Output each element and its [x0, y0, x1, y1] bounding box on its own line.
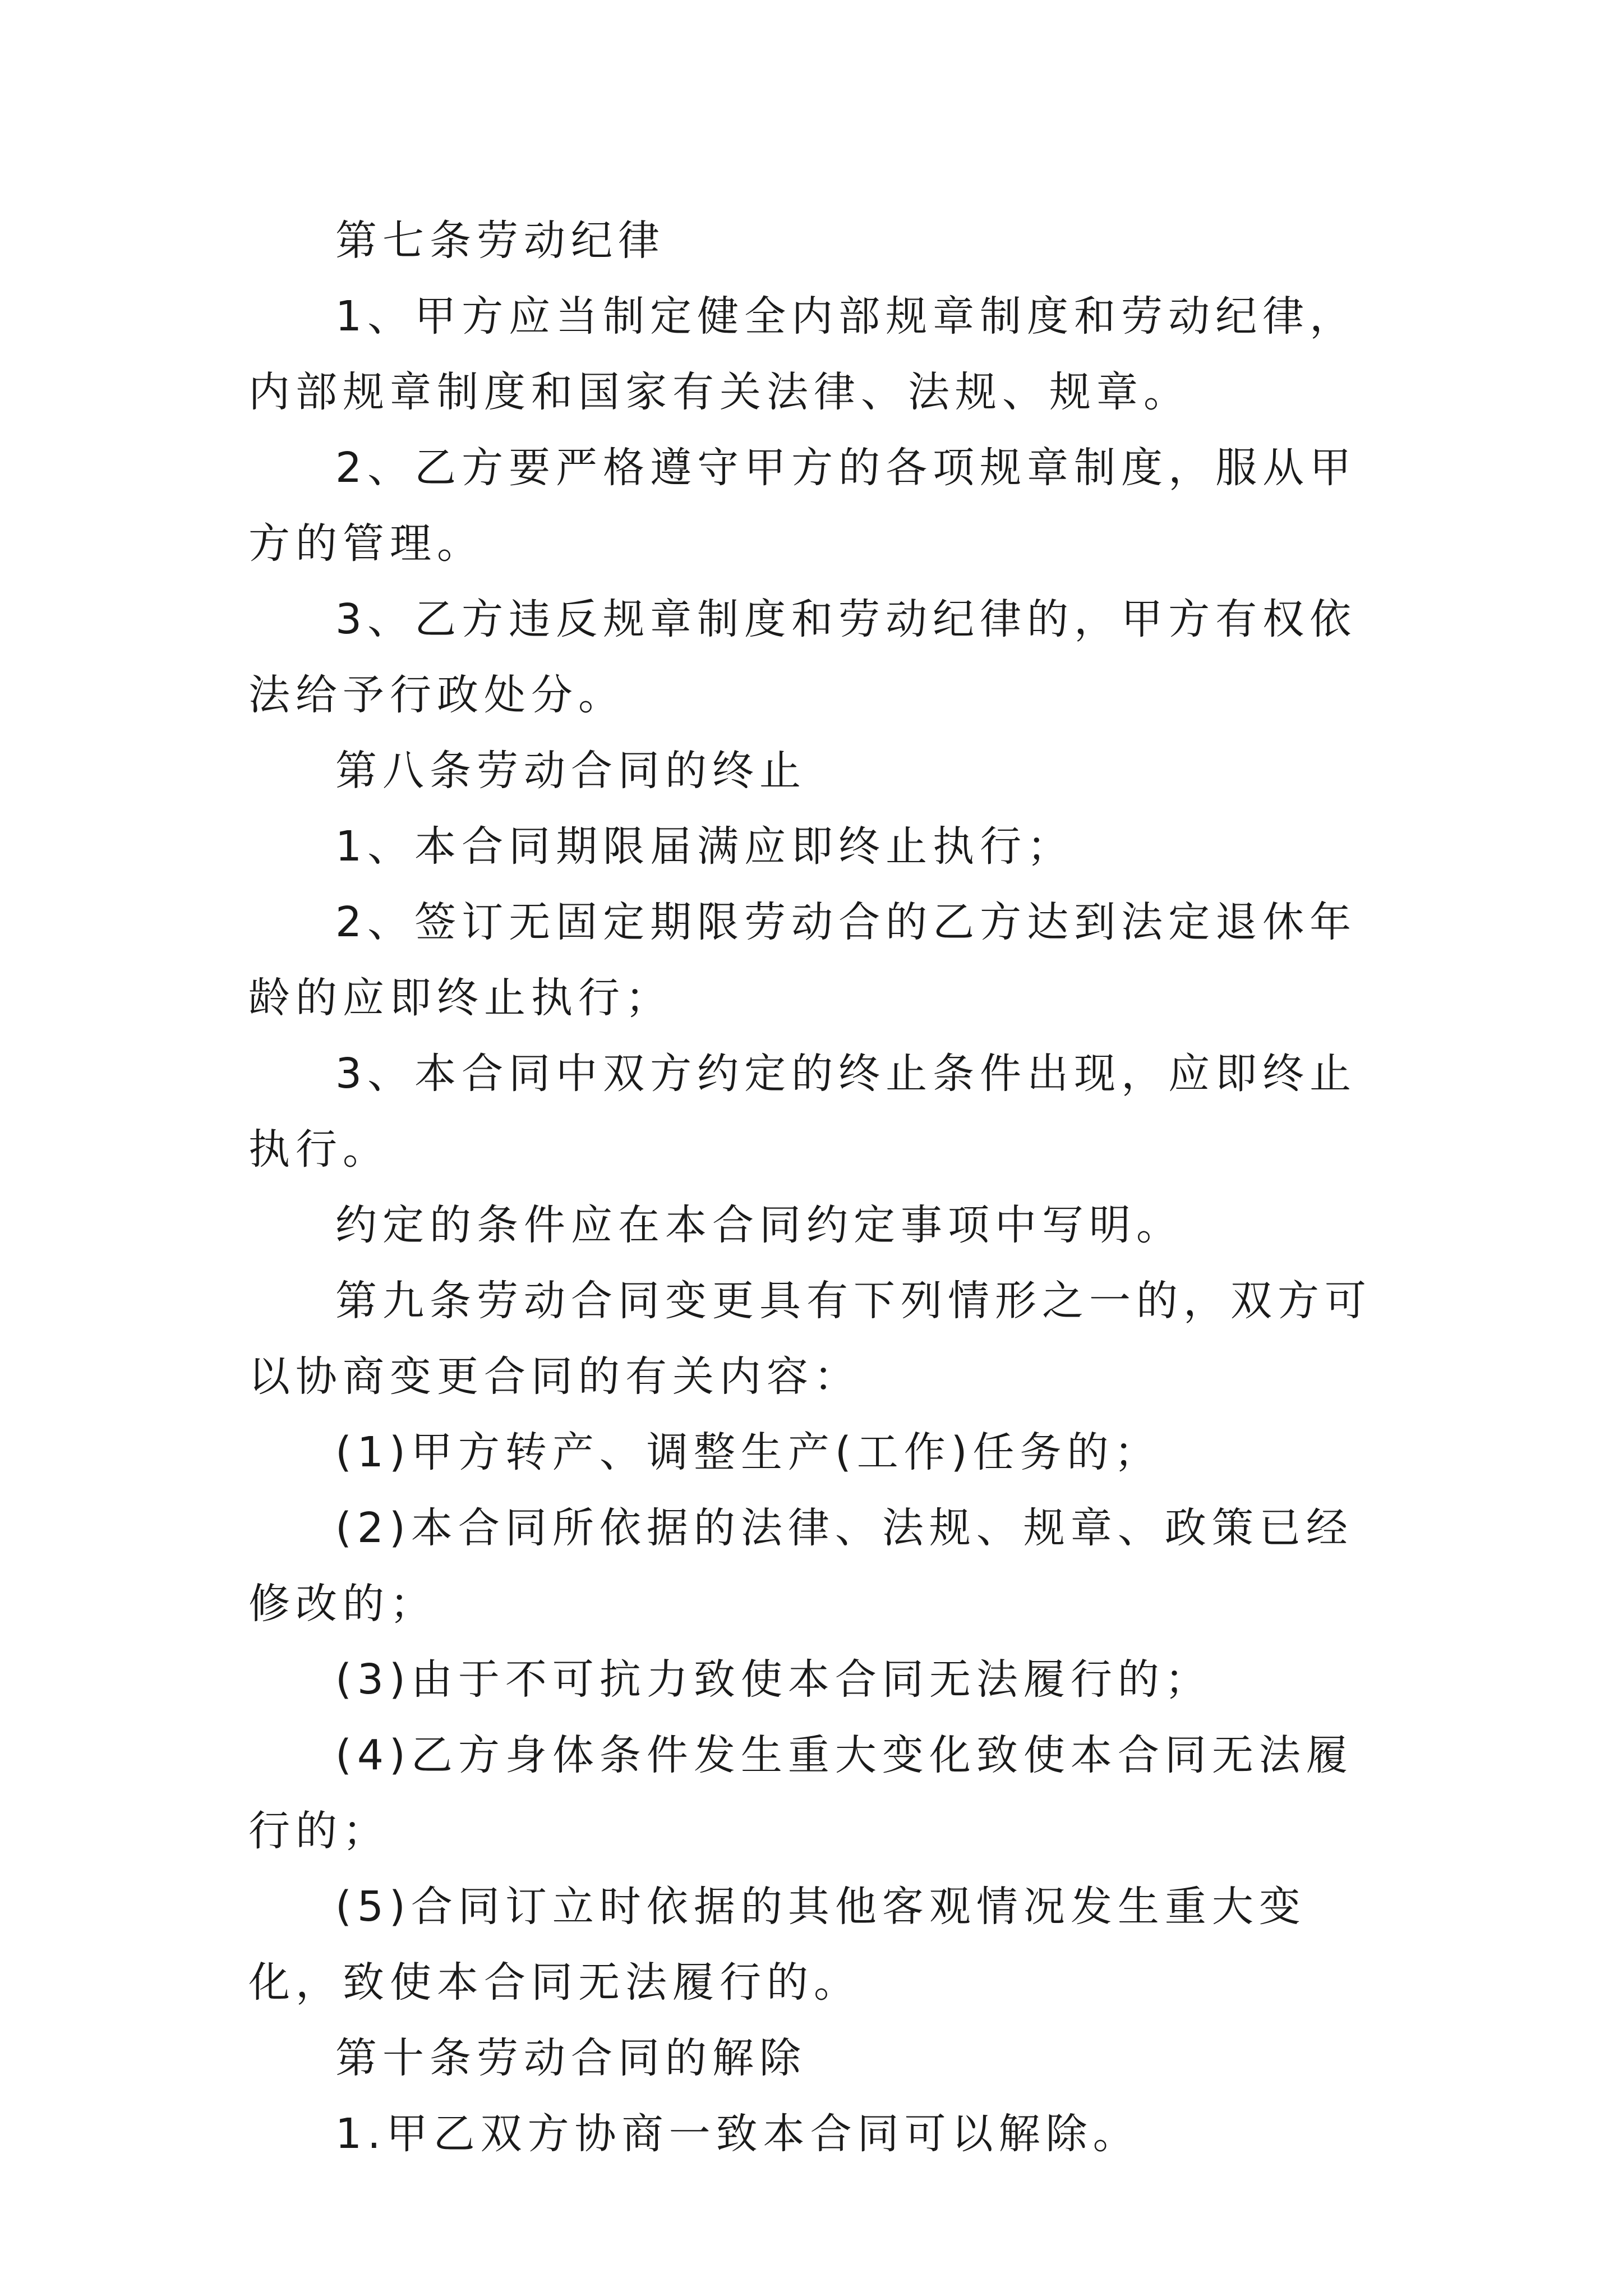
article-8-clause-1: 1、本合同期限届满应即终止执行； [335, 822, 1075, 871]
article-8-clause-3: 3、本合同中双方约定的终止条件出现，应即终止执行。 [248, 1050, 1357, 1174]
article-9-item-2: (2)本合同所依据的法律、法规、规章、政策已经修改的； [248, 1504, 1353, 1628]
article-7-clause-2: 2、乙方要严格遵守甲方的各项规章制度，服从甲方的管理。 [248, 444, 1357, 568]
article-9-heading: 第九条劳动合同变更具有下列情形之一的，双方可以协商变更合同的有关内容： [248, 1277, 1372, 1401]
article-7-clause-3: 3、乙方违反规章制度和劳动纪律的，甲方有权依法给予行政处分。 [248, 595, 1357, 719]
article-9-item-5: (5)合同订立时依据的其他客观情况发生重大变化，致使本合同无法履行的。 [248, 1883, 1306, 2007]
article-7-clause-1: 1、甲方应当制定健全内部规章制度和劳动纪律，内部规章制度和国家有关法律、法规、规章。 [248, 292, 1357, 416]
article-8-clause-2: 2、签订无固定期限劳动合的乙方达到法定退休年龄的应即终止执行； [248, 898, 1357, 1022]
article-9-item-1: (1)甲方转产、调整生产(工作)任务的； [335, 1428, 1161, 1476]
article-10-clause-1: 1.甲乙双方协商一致本合同可以解除。 [335, 2110, 1140, 2158]
article-9-item-4: (4)乙方身体条件发生重大变化致使本合同无法履行的； [248, 1731, 1353, 1855]
article-10-heading: 第十条劳动合同的解除 [335, 2034, 806, 2082]
article-8-note: 约定的条件应在本合同约定事项中写明。 [335, 1201, 1183, 1249]
document-body [248, 203, 1387, 2172]
article-8-heading: 第八条劳动合同的终止 [335, 747, 806, 795]
article-7-heading: 第七条劳动纪律 [335, 217, 665, 265]
article-9-item-3: (3)由于不可抗力致使本合同无法履行的； [335, 1655, 1212, 1704]
